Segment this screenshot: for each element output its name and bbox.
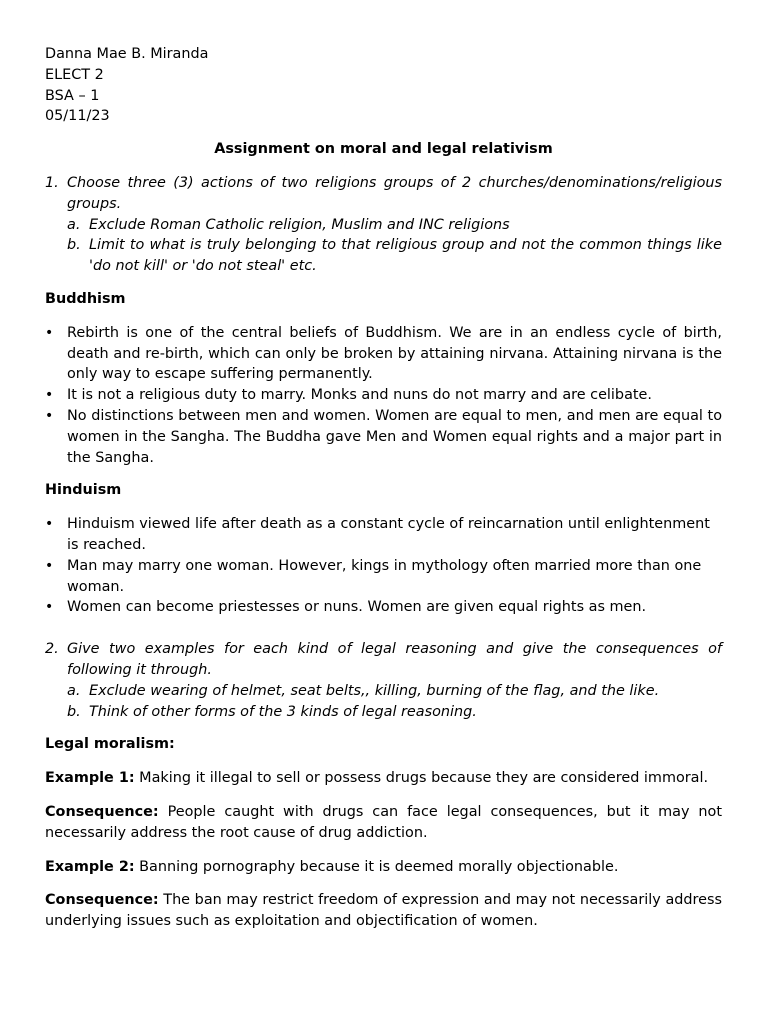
consequence-1-text: People caught with drugs can face legal consequences, but it may not necessarily address the root cause of drug addiction. [45, 803, 722, 841]
question-2-number: 2. [45, 641, 59, 658]
bullet-icon: • [45, 407, 54, 424]
consequence-2-label: Consequence: [45, 892, 159, 909]
question-1-text: Choose three (3) actions of two religions groups of 2 churches/denominations/religious groups. [67, 174, 722, 212]
question-2-subitem [67, 702, 722, 723]
header-block [45, 44, 722, 127]
bullet-icon: • [45, 387, 54, 404]
student-name: Danna Mae B. Miranda [45, 46, 209, 62]
subitem-text: Exclude wearing of helmet, seat belts,, killing, burning of the flag, and the like. [89, 682, 660, 699]
bullet-icon: • [45, 516, 54, 533]
list-item-text: Hinduism viewed life after death as a constant cycle of reincarnation until enlightenment is reached. [67, 516, 710, 553]
example-2-text: Banning pornography because it is deemed morally objectionable. [134, 858, 619, 875]
hinduism-list [45, 514, 722, 618]
question-1-number: 1. [45, 174, 59, 191]
date: 05/11/23 [45, 108, 110, 125]
document-title: Assignment on moral and legal relativism [214, 141, 553, 158]
example-1-text: Making it illegal to sell or possess drugs because they are considered immoral. [134, 770, 709, 787]
question-1-subitem [67, 235, 722, 277]
hinduism-heading: Hinduism [45, 482, 122, 499]
consequence-1-paragraph [45, 802, 722, 844]
list-item-text: Women can become priestesses or nuns. Women are given equal rights as men. [67, 599, 647, 616]
list-item-text: No distinctions between men and women. Women are equal to men, and men are equal to women in the Sangha. The Buddha gave Men and Women equal rights and a major part in the Sangha. [67, 407, 722, 466]
question-2-text: Give two examples for each kind of legal reasoning and give the consequences of following it through. [67, 641, 722, 678]
subitem-letter: a. [67, 216, 81, 233]
subitem-letter: b. [67, 703, 81, 720]
consequence-2-text: The ban may restrict freedom of expression and may not necessarily address underlying issues such as exploitation and objectification of women. [45, 892, 722, 930]
consequence-2-paragraph [45, 890, 722, 932]
example-1-label: Example 1: [45, 770, 135, 787]
list-item-text: Rebirth is one of the central beliefs of Buddhism. We are in an endless cycle of birth, death and re-birth, which can only be broken by attaining nirvana. Attaining nirvana is the only way to escape suffering permanently. [67, 324, 722, 383]
list-item [45, 323, 722, 385]
list-item-text: Man may marry one woman. However, kings in mythology often married more than one woman. [67, 557, 702, 595]
buddhism-heading: Buddhism [45, 290, 126, 307]
list-item [45, 597, 722, 618]
bullet-icon: • [45, 324, 54, 341]
list-item [45, 385, 722, 406]
legal-moralism-heading: Legal moralism: [45, 736, 175, 753]
subitem-text: Think of other forms of the 3 kinds of legal reasoning. [89, 703, 477, 720]
section: BSA – 1 [45, 87, 100, 104]
list-item [45, 514, 722, 556]
question-1 [45, 173, 722, 277]
question-2-subitem [67, 681, 722, 702]
example-2-paragraph [45, 857, 722, 878]
subitem-text: Limit to what is truly belonging to that religious group and not the common things like 'do not kill' or 'do not steal' etc. [89, 237, 722, 275]
subitem-letter: b. [67, 237, 81, 254]
question-1-subitem [67, 215, 722, 236]
question-2 [45, 639, 722, 722]
consequence-1-label: Consequence: [45, 803, 159, 820]
question-2-body [67, 639, 722, 722]
subitem-text: Exclude Roman Catholic religion, Muslim and INC religions [89, 216, 510, 233]
bullet-icon: • [45, 599, 54, 616]
list-item [45, 406, 722, 468]
question-1-body [67, 173, 722, 277]
list-item [45, 556, 722, 598]
subitem-letter: a. [67, 682, 81, 699]
list-item-text: It is not a religious duty to marry. Monks and nuns do not marry and are celibate. [67, 387, 652, 404]
course-code: ELECT 2 [45, 66, 104, 83]
example-1-paragraph [45, 768, 722, 789]
buddhism-list [45, 323, 722, 469]
blank-line [45, 618, 722, 639]
bullet-icon: • [45, 557, 54, 574]
example-2-label: Example 2: [45, 858, 135, 875]
